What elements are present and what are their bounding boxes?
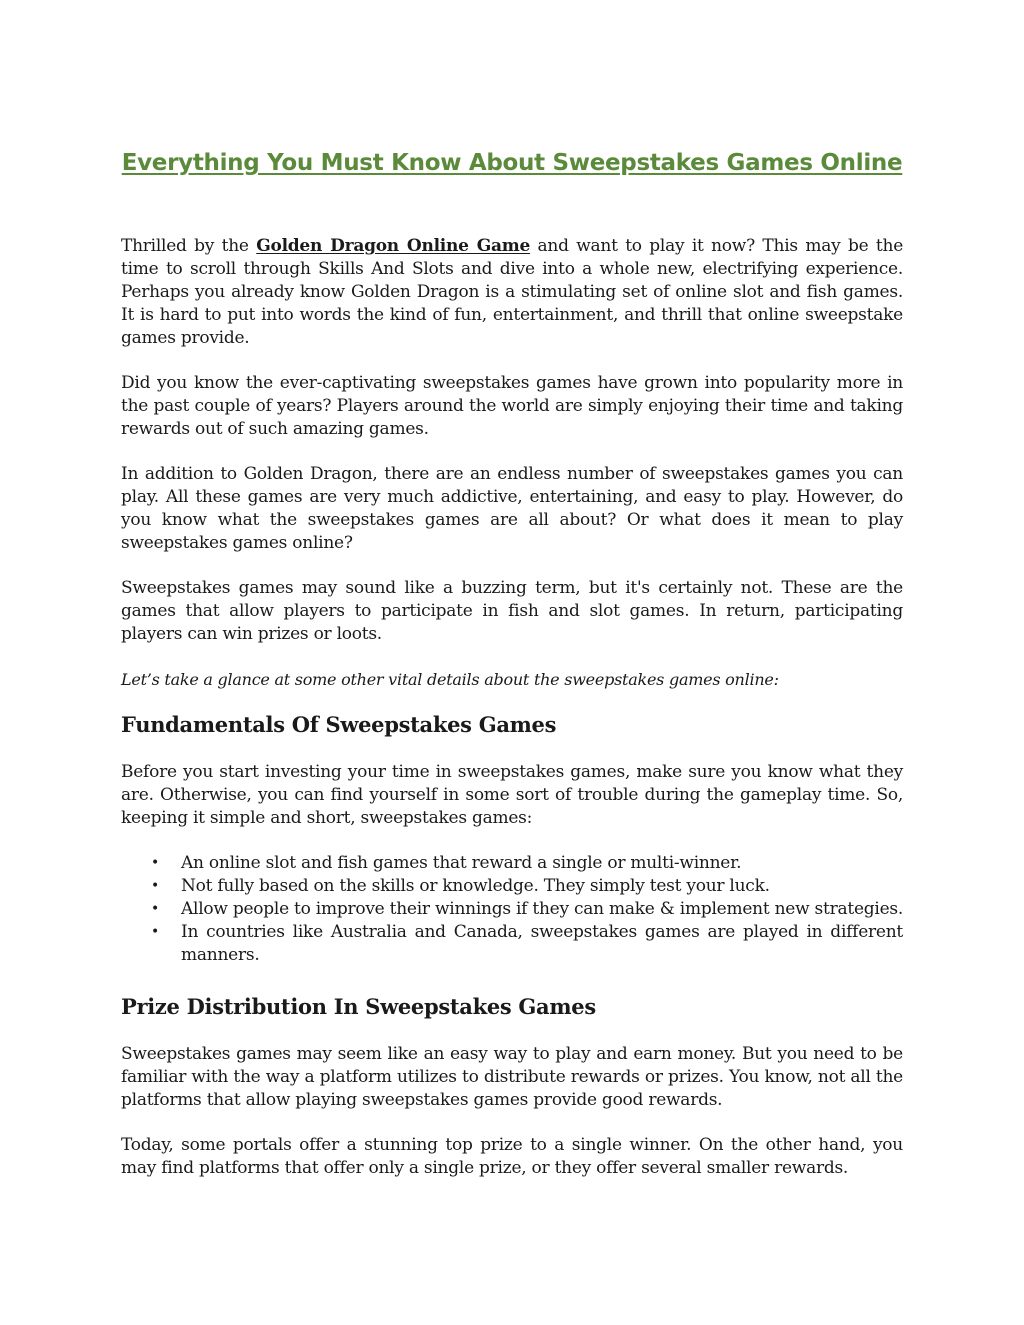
list-item-text: Not fully based on the skills or knowledge. They simply test your luck. <box>181 876 770 896</box>
fundamentals-list <box>121 852 903 967</box>
paragraph-endless-games: In addition to Golden Dragon, there are an endless number of sweepstakes games you can play. All these games are very much addictive, entertaining, and easy to play. However, do you know what the sweepstakes games are all about? Or what does it mean to play sweepstakes games online? <box>121 464 903 553</box>
italic-lead-in: Let’s take a glance at some other vital details about the sweepstakes games online: <box>121 670 779 689</box>
list-item-text: In countries like Australia and Canada, sweepstakes games are played in different manners. <box>181 922 903 965</box>
list-item <box>151 921 903 967</box>
list-item <box>151 898 904 921</box>
list-item-text: Allow people to improve their winnings if they can make & implement new strategies. <box>181 899 904 919</box>
page-title: Everything You Must Know About Sweepstakes Games Online <box>121 150 903 176</box>
list-item-text: An online slot and fish games that reward a single or multi-winner. <box>181 853 742 873</box>
paragraph-popularity: Did you know the ever-captivating sweepstakes games have grown into popularity more in the past couple of years? Players around the world are simply enjoying their time and taking rewards out of such amazing games. <box>121 373 903 439</box>
paragraph-intro-lead: Thrilled by the <box>121 236 257 256</box>
paragraph-intro-rest: and want to play it now? This may be the time to scroll through Skills And Slots and dive into a whole new, electrifying experience. Perhaps you already know Golden Dragon is a stimulating set of online slot and fish games. It is hard to put into words the kind of fun, entertainment, and thrill that online sweepstake games provide. <box>121 236 904 348</box>
paragraph-intro <box>121 235 903 350</box>
bullet-icon: • <box>151 901 160 917</box>
document-body <box>121 235 903 1180</box>
paragraph-fundamentals: Before you start investing your time in sweepstakes games, make sure you know what they are. Otherwise, you can find yourself in some sort of trouble during the gameplay time. So, keeping it simple and short, sweepstakes games: <box>121 762 903 828</box>
section-heading-prize-distribution: Prize Distribution In Sweepstakes Games <box>121 994 596 1019</box>
bullet-icon: • <box>151 924 160 940</box>
section-heading-fundamentals: Fundamentals Of Sweepstakes Games <box>121 712 557 737</box>
paragraph-prize-distribution: Sweepstakes games may seem like an easy way to play and earn money. But you need to be familiar with the way a platform utilizes to distribute rewards or prizes. You know, not all the platforms that allow playing sweepstakes games provide good rewards. <box>121 1044 903 1110</box>
bullet-icon: • <box>151 878 160 894</box>
list-item <box>151 852 903 875</box>
golden-dragon-link[interactable]: Golden Dragon Online Game <box>256 236 531 256</box>
paragraph-top-prize: Today, some portals offer a stunning top prize to a single winner. On the other hand, you may find platforms that offer only a single prize, or they offer several smaller rewards. <box>121 1135 903 1178</box>
paragraph-definition: Sweepstakes games may sound like a buzzing term, but it's certainly not. These are the games that allow players to participate in fish and slot games. In return, participating players can win prizes or loots. <box>121 578 903 644</box>
list-item <box>151 875 903 898</box>
bullet-icon: • <box>151 855 160 871</box>
